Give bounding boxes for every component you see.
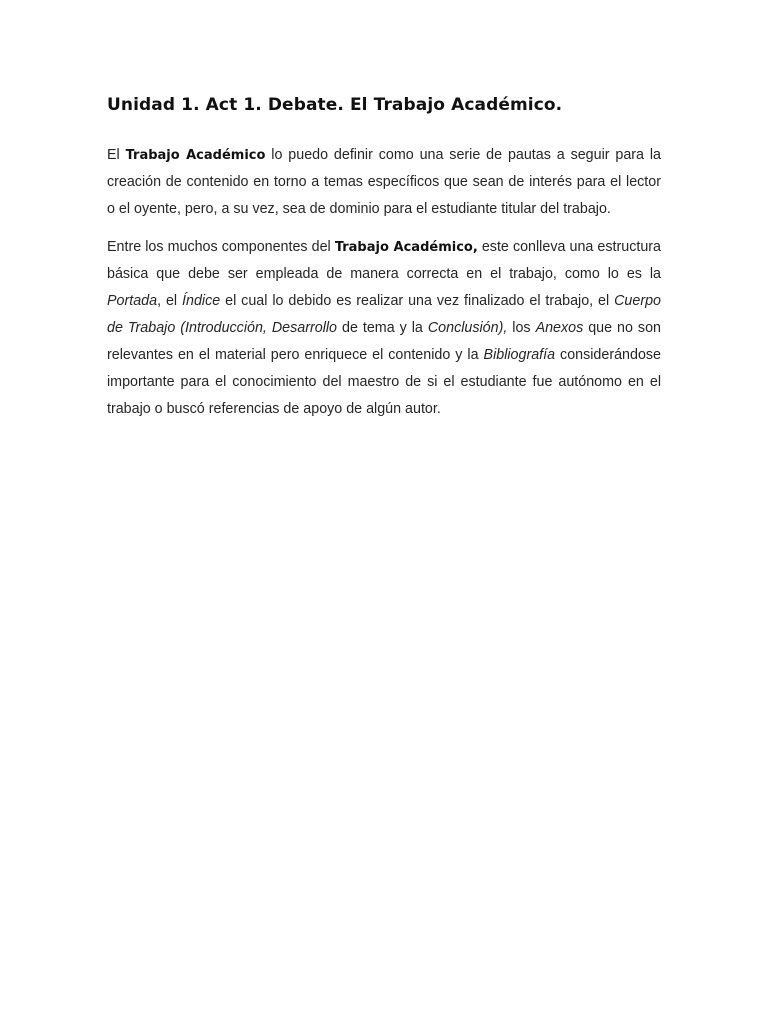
text-run: que no son relevantes en el material pero enriquece el contenido y la (107, 320, 661, 363)
text-run: este conlleva una estructura básica que debe ser empleada de manera correcta en el trabajo, como lo es la (107, 239, 661, 282)
text-run: El (107, 147, 126, 163)
italic-term-conclusion: Conclusión), (427, 320, 508, 336)
document-title: Unidad 1. Act 1. Debate. El Trabajo Académico. (107, 95, 563, 115)
italic-term-anexos: Anexos (535, 320, 584, 336)
text-run: considerándose importante para el conocimiento del maestro de si el estudiante fue autónomo en el trabajo o buscó referencias de apoyo de algún autor. (107, 347, 661, 417)
text-run: los (507, 320, 536, 336)
paragraph-definition (107, 142, 661, 223)
text-run: Entre los muchos componentes del (107, 239, 335, 255)
text-run: de tema y la (337, 320, 428, 336)
text-run: el cual lo debido es realizar una vez finalizado el trabajo, el (220, 293, 615, 309)
italic-term-bibliografia: Bibliografía (483, 347, 556, 363)
italic-term-cuerpo: Cuerpo de Trabajo (Introducción, Desarrollo (107, 293, 662, 336)
italic-term-indice: Índice (182, 293, 221, 309)
text-run: lo puedo definir como una serie de pautas a seguir para la creación de contenido en torno a temas específicos que sean de interés para el lector o el oyente, pero, a su vez, sea de dominio para el estudiante titular del trabajo. (107, 147, 661, 217)
bold-term-trabajo-academico: Trabajo Académico, (334, 240, 478, 255)
text-run: , el (157, 293, 183, 309)
bold-term-trabajo-academico: Trabajo Académico (125, 148, 266, 163)
italic-term-portada: Portada (107, 293, 158, 309)
paragraph-components (107, 234, 661, 423)
